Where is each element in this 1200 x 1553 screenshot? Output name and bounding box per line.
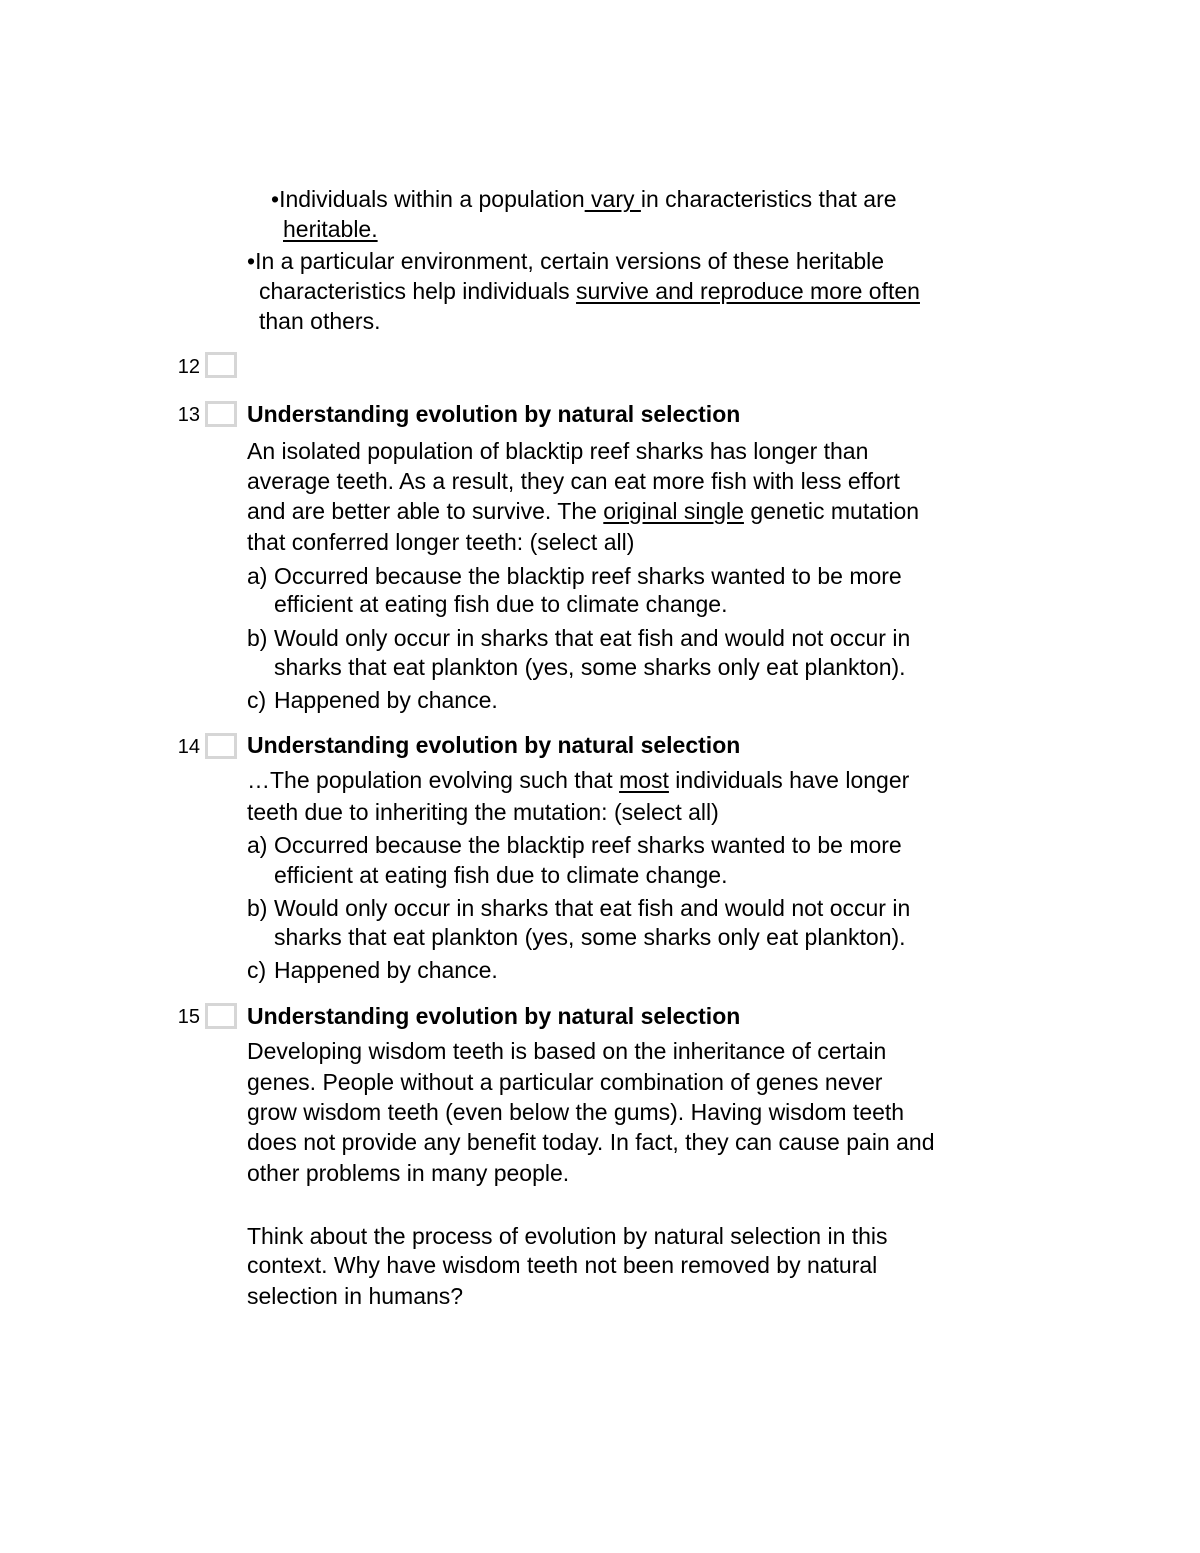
bullet-item: •In a particular environment, certain versions of these heritable bbox=[247, 248, 885, 274]
answer-option-b: b) Would only occur in sharks that eat fish and would not occur in bbox=[247, 895, 911, 921]
question-body-line: …The population evolving such that most individuals have longer bbox=[247, 767, 910, 793]
answer-option-continuation: efficient at eating fish due to climate change. bbox=[274, 591, 728, 617]
question-body-line: does not provide any benefit today. In fact, they can cause pain and bbox=[247, 1129, 935, 1155]
question-body-line: Think about the process of evolution by natural selection in this bbox=[247, 1223, 888, 1249]
answer-option-continuation: sharks that eat plankton (yes, some sharks only eat plankton). bbox=[274, 654, 906, 680]
question-title: Understanding evolution by natural selection bbox=[247, 401, 741, 427]
question-body-line: and are better able to survive. The original single genetic mutation bbox=[247, 498, 920, 524]
bullet-glyph: • bbox=[271, 186, 280, 212]
question-body-line: grow wisdom teeth (even below the gums). Having wisdom teeth bbox=[247, 1099, 905, 1125]
question-number: 15 bbox=[177, 1006, 200, 1028]
question-body-line: context. Why have wisdom teeth not been removed by natural bbox=[247, 1252, 878, 1278]
question-number: 13 bbox=[177, 404, 200, 426]
question-body-line: other problems in many people. bbox=[247, 1160, 570, 1186]
bullet-continuation: characteristics help individuals survive and reproduce more often bbox=[259, 278, 920, 304]
question-body-line: teeth due to inheriting the mutation: (select all) bbox=[247, 799, 719, 825]
answer-option-b: b) Would only occur in sharks that eat fish and would not occur in bbox=[247, 625, 911, 651]
question-checkbox[interactable] bbox=[205, 1003, 237, 1029]
question-body-line: genes. People without a particular combination of genes never bbox=[247, 1069, 883, 1095]
option-letter: b) bbox=[247, 625, 268, 651]
option-letter: c) bbox=[247, 687, 267, 713]
question-body-line: Developing wisdom teeth is based on the inheritance of certain bbox=[247, 1038, 887, 1064]
question-checkbox[interactable] bbox=[205, 401, 237, 427]
question-title: Understanding evolution by natural selection bbox=[247, 1003, 741, 1029]
answer-option-c: c) Happened by chance. bbox=[247, 957, 498, 983]
bullet-continuation: than others. bbox=[259, 308, 381, 334]
question-checkbox[interactable] bbox=[205, 733, 237, 759]
option-letter: b) bbox=[247, 895, 268, 921]
answer-option-a: a) Occurred because the blacktip reef sharks wanted to be more bbox=[247, 832, 902, 858]
bullet-item: •Individuals within a population vary in characteristics that are bbox=[271, 186, 897, 212]
answer-option-a: a) Occurred because the blacktip reef sharks wanted to be more bbox=[247, 563, 902, 589]
bullet-continuation: heritable. bbox=[283, 216, 378, 242]
answer-option-continuation: sharks that eat plankton (yes, some sharks only eat plankton). bbox=[274, 924, 906, 950]
option-letter: c) bbox=[247, 957, 267, 983]
option-letter: a) bbox=[247, 563, 268, 589]
bullet-glyph: • bbox=[247, 248, 256, 274]
question-body-line: An isolated population of blacktip reef sharks has longer than bbox=[247, 438, 869, 464]
answer-option-continuation: efficient at eating fish due to climate change. bbox=[274, 862, 728, 888]
question-title: Understanding evolution by natural selection bbox=[247, 732, 741, 758]
question-checkbox[interactable] bbox=[205, 352, 237, 378]
question-number: 12 bbox=[177, 356, 200, 378]
option-letter: a) bbox=[247, 832, 268, 858]
question-number: 14 bbox=[177, 736, 200, 758]
question-body-line: that conferred longer teeth: (select all) bbox=[247, 529, 635, 555]
question-body-line: selection in humans? bbox=[247, 1283, 464, 1309]
question-body-line: average teeth. As a result, they can eat more fish with less effort bbox=[247, 468, 900, 494]
answer-option-c: c) Happened by chance. bbox=[247, 687, 498, 713]
